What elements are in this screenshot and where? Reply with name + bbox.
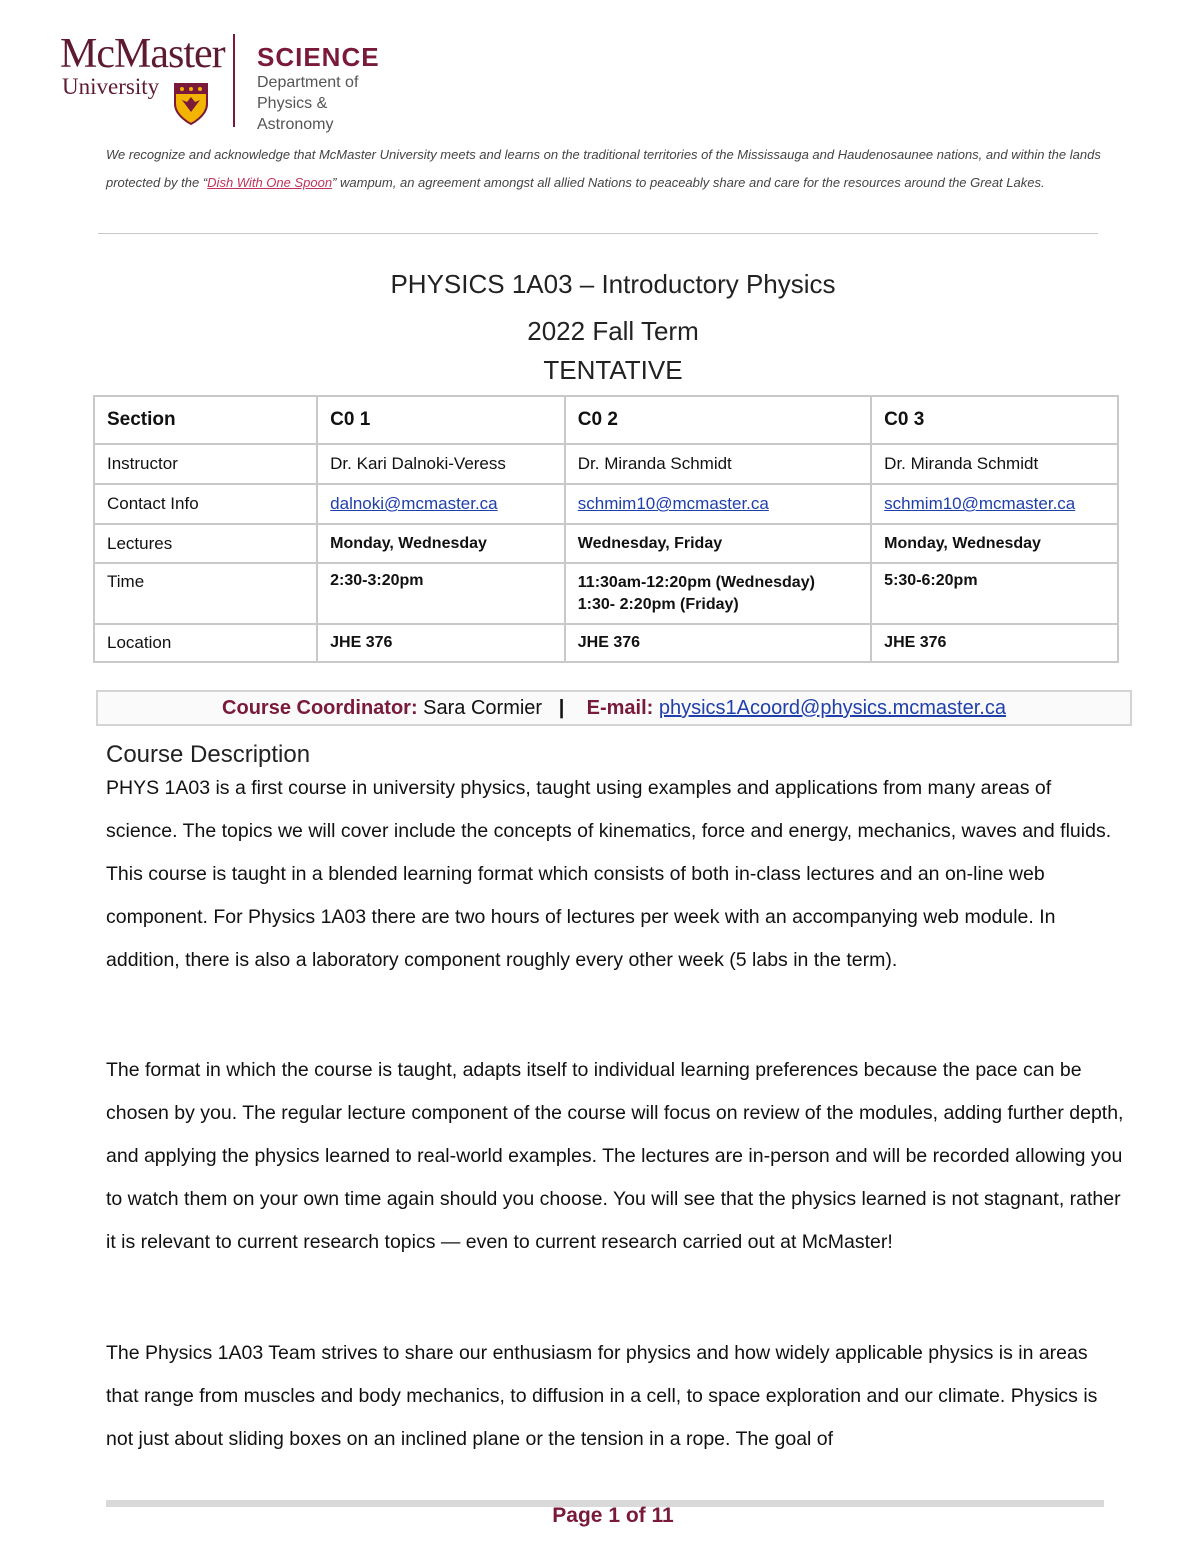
table-cell: Dr. Miranda Schmidt [871, 444, 1118, 484]
section-heading: Course Description [106, 741, 311, 768]
dish-with-one-spoon-link[interactable]: Dish With One Spoon [207, 175, 333, 190]
page-current: 1 [608, 1504, 620, 1527]
row-label: Lectures [94, 524, 317, 563]
table-cell [565, 563, 871, 624]
course-term: 2022 Fall Term [527, 316, 699, 346]
separator: | [558, 697, 565, 719]
course-title: PHYSICS 1A03 – Introductory Physics [390, 269, 836, 299]
land-acknowledgement [106, 141, 1106, 197]
table-row [94, 624, 1118, 662]
table-cell: Wednesday, Friday [565, 524, 871, 563]
section-schedule-table [93, 395, 1119, 663]
email-link[interactable]: schmim10@mcmaster.ca [577, 494, 769, 513]
table-row [94, 444, 1118, 484]
table-row [94, 524, 1118, 563]
course-status: TENTATIVE [543, 355, 683, 385]
header-divider [98, 233, 1098, 234]
time-wednesday: 11:30am-12:20pm (Wednesday) [577, 574, 815, 591]
row-label: Instructor [94, 444, 317, 484]
department-line2: Physics & Astronomy [257, 95, 334, 133]
table-cell: 5:30-6:20pm [871, 563, 1118, 624]
logo-divider [233, 34, 235, 127]
table-row [94, 484, 1118, 524]
table-cell [317, 484, 565, 524]
table-header-cell: C0 2 [565, 396, 871, 444]
page-number [0, 1498, 1200, 1534]
coordinator-name: Sara Cormier [423, 697, 543, 719]
ack-text-before: We recognize and acknowledge that McMaster University meets and learns on the traditional territories of the Mississauga and Haudenosaunee nations, and within the lands protected by the “ [106, 147, 1101, 190]
email-link[interactable]: schmim10@mcmaster.ca [884, 494, 1076, 513]
time-friday: 1:30- 2:20pm (Friday) [577, 596, 739, 613]
table-cell: JHE 376 [871, 624, 1118, 662]
department-line1: Department of [257, 74, 359, 91]
course-coordinator-bar [96, 690, 1132, 726]
email-label: E-mail: [586, 697, 654, 719]
table-row [94, 563, 1118, 624]
paragraph: The Physics 1A03 Team strives to share our enthusiasm for physics and how widely applicable physics is in areas that range from muscles and body mechanics, to diffusion in a cell, to space exploration and our climate. Physics is not just about sliding boxes on an inclined plane or the tension in a rope. The goal of [106, 1342, 1098, 1450]
logo-line1: McMaster [60, 31, 225, 77]
page-of: of [625, 1504, 646, 1527]
table-cell: Monday, Wednesday [871, 524, 1118, 563]
logo-line2: University [62, 74, 160, 99]
paragraph: The format in which the course is taught, adapts itself to individual learning preferences because the pace can be chosen by you. The regular lecture component of the course will focus on review of the modules, adding further depth, and applying the physics learned to real-world examples. The lectures are in-person and will be recorded allowing you to watch them on your own time again should you choose. You will see that the physics learned is not stagnant, rather it is relevant to current research topics — even to current research carried out at McMaster! [106, 1059, 1124, 1253]
coordinator-email-link[interactable]: physics1Acoord@physics.mcmaster.ca [658, 697, 1006, 719]
table-cell [871, 484, 1118, 524]
table-header-cell: C0 1 [317, 396, 565, 444]
faculty-name: SCIENCE [257, 42, 380, 72]
row-label: Contact Info [94, 484, 317, 524]
coordinator-label: Course Coordinator: [222, 697, 418, 719]
table-cell [565, 484, 871, 524]
table-row [94, 396, 1118, 444]
row-label: Time [94, 563, 317, 624]
table-cell: JHE 376 [317, 624, 565, 662]
table-cell: Dr. Miranda Schmidt [565, 444, 871, 484]
ack-text-after: ” wampum, an agreement amongst all allied Nations to peaceably share and care for the resources around the Great Lakes. [332, 175, 1045, 190]
department-wordmark [257, 42, 380, 135]
crest-icon [173, 82, 209, 126]
table-header-cell: C0 3 [871, 396, 1118, 444]
table-cell: 2:30-3:20pm [317, 563, 565, 624]
table-cell: Monday, Wednesday [317, 524, 565, 563]
page-prefix: Page [552, 1504, 603, 1527]
row-label: Location [94, 624, 317, 662]
table-cell: Dr. Kari Dalnoki-Veress [317, 444, 565, 484]
paragraph: PHYS 1A03 is a first course in university physics, taught using examples and applications from many areas of science. The topics we will cover include the concepts of kinematics, force and energy, mechanics, waves and fluids. This course is taught in a blended learning format which consists of both in-class lectures and an on-line web component. For Physics 1A03 there are two hours of lectures per week with an accompanying web module. In addition, there is also a laboratory component roughly every other week (5 labs in the term). [106, 777, 1112, 971]
table-cell: JHE 376 [565, 624, 871, 662]
table-header-cell: Section [94, 396, 317, 444]
page-total: 11 [651, 1504, 674, 1527]
email-link[interactable]: dalnoki@mcmaster.ca [330, 494, 498, 513]
